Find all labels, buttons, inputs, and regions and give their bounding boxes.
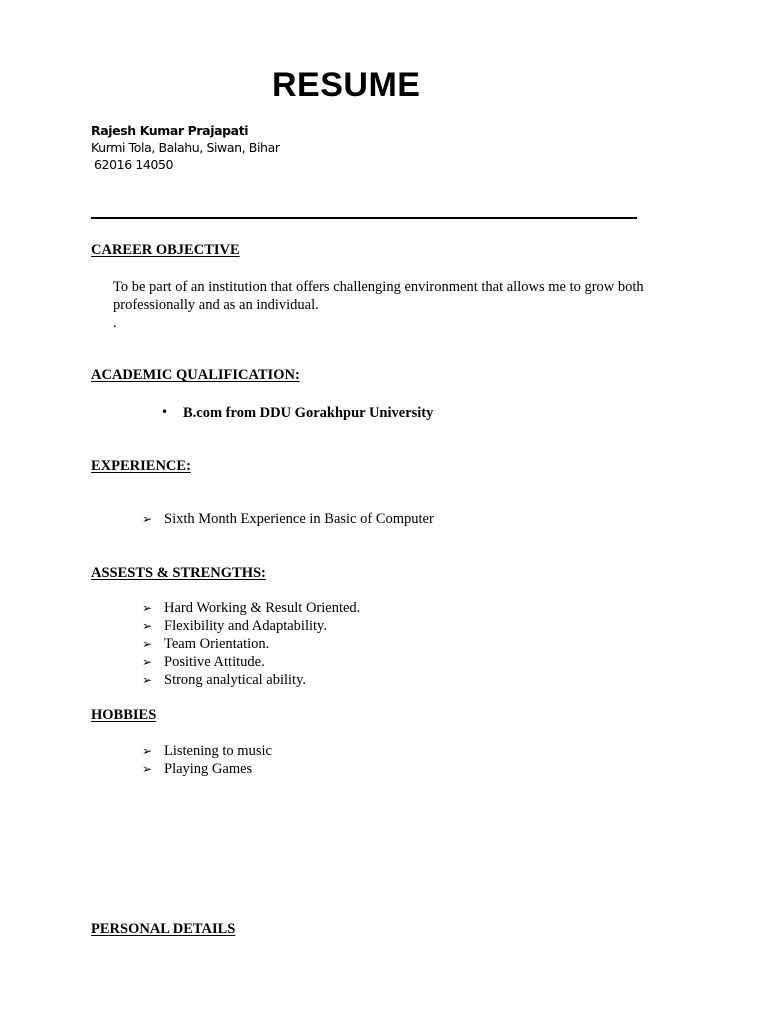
candidate-phone: 62016 14050	[94, 157, 174, 172]
career-objective-line-3: .	[113, 315, 117, 331]
strength-item: Strong analytical ability.	[164, 672, 307, 688]
arrow-bullet-icon: ➢	[142, 619, 153, 633]
strength-item: Positive Attitude.	[164, 654, 265, 670]
strengths-list	[142, 599, 360, 689]
career-objective-heading: CAREER OBJECTIVE	[91, 242, 240, 258]
list-item	[142, 671, 360, 689]
candidate-name: Rajesh Kumar Prajapati	[91, 123, 249, 138]
list-item	[142, 599, 360, 617]
arrow-bullet-icon: ➢	[142, 655, 153, 669]
list-item	[142, 617, 360, 635]
experience-item: Sixth Month Experience in Basic of Computer	[164, 511, 434, 527]
hobby-item: Listening to music	[164, 743, 272, 759]
experience-list	[142, 510, 434, 528]
strength-item: Team Orientation.	[164, 636, 270, 652]
experience-heading: EXPERIENCE:	[91, 458, 191, 474]
dot-bullet-icon: •	[161, 405, 169, 419]
career-objective-line-2: professionally and as an individual.	[113, 297, 319, 313]
academic-heading: ACADEMIC QUALIFICATION:	[91, 367, 300, 383]
list-item	[142, 742, 272, 760]
academic-item: B.com from DDU Gorakhpur University	[183, 405, 434, 421]
career-objective-line-1: To be part of an institution that offers challenging environment that allows me to grow both	[113, 279, 644, 295]
resume-title: RESUME	[272, 66, 421, 104]
hobby-item: Playing Games	[164, 761, 253, 777]
list-item	[142, 760, 272, 778]
strengths-heading: ASSESTS & STRENGTHS:	[91, 565, 266, 581]
arrow-bullet-icon: ➢	[142, 512, 153, 526]
arrow-bullet-icon: ➢	[142, 762, 153, 776]
personal-details-heading: PERSONAL DETAILS	[91, 921, 236, 937]
arrow-bullet-icon: ➢	[142, 744, 153, 758]
arrow-bullet-icon: ➢	[142, 673, 153, 687]
arrow-bullet-icon: ➢	[142, 637, 153, 651]
list-item	[142, 635, 360, 653]
list-item	[142, 653, 360, 671]
candidate-address: Kurmi Tola, Balahu, Siwan, Bihar	[91, 140, 280, 155]
hobbies-list	[142, 742, 272, 778]
hobbies-heading: HOBBIES	[91, 707, 157, 723]
arrow-bullet-icon: ➢	[142, 601, 153, 615]
strength-item: Flexibility and Adaptability.	[164, 618, 327, 634]
strength-item: Hard Working & Result Oriented.	[164, 600, 361, 616]
header-divider	[91, 217, 637, 219]
list-item	[142, 510, 434, 528]
